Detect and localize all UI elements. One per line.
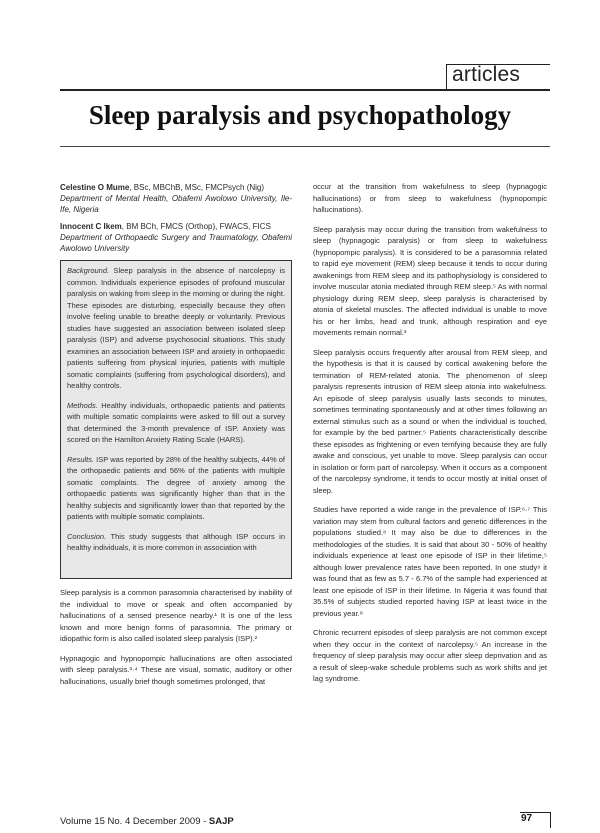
abstract-conclusion-text: This study suggests that although ISP occurs in healthy individuals, it is more common in association with bbox=[67, 531, 285, 552]
header-rule bbox=[60, 89, 550, 91]
author-2-affiliation: Department of Orthopaedic Surgery and Traumatology, Obafemi Awolowo University bbox=[60, 233, 292, 253]
abstract-methods bbox=[67, 400, 285, 446]
body-right-paragraph: Chronic recurrent episodes of sleep paralysis are not common except when they occur in the context of narcolepsy.⁵ An increase in the frequency of sleep paralysis may occur after sleep deprivation and as a result of sleep-wake schedule problems such as work shifts and jet lag syndrome. bbox=[313, 628, 547, 683]
article-title: Sleep paralysis and psychopathology bbox=[88, 100, 512, 130]
abstract-conclusion bbox=[67, 531, 285, 554]
abstract-results-text: ISP was reported by 28% of the healthy subjects, 44% of the orthopaedic patients and 56% of the patients with multiple somatic complaints. The degree of anxiety among the orthopaedic patients was significantly higher than that in the healthy subjects and significantly lower than that reported by the patients with multiple somatic complaints. bbox=[67, 454, 285, 521]
abstract-background-heading: Background. bbox=[67, 266, 110, 275]
left-column bbox=[60, 182, 292, 695]
author-1-affiliation: Department of Mental Health, Obafemi Awolowo University, Ile-Ife, Nigeria bbox=[60, 194, 292, 214]
body-right-paragraph: Studies have reported a wide range in the prevalence of ISP.⁶·⁷ This variation may stem from cultural factors and genetic differences in the populations studied.⁸ It may also be due to differences in the methodologies of the studies. It is said that about 30 - 50% of healthy individuals experience at least one episode of ISP in their lifetime,⁵ although lower prevalence rates have been reported. In one study⁹ it was found that as few as 5.7 - 6.7% of the sample had experienced at least one episode of ISP in their lifetime. In Nigeria it was found that 35.5% of subjects studied reported having ISP at least twice in the previous year.⁸ bbox=[313, 505, 547, 618]
body-right-paragraph: Sleep paralysis occurs frequently after arousal from REM sleep, and the hypothesis is that it is caused by cortical awakening before the termination of REM-related atonia. The phenomenon of sleep paralysis represents intrusion of REM sleep atonia into wakefulness. An episode of sleep paralysis usually lasts seconds to minutes, sometimes terminating spontaneously and at other times following an external stimulus such as a sound or when the individual is touched, for example by the bed partner.⁵ Patients characteristically describe these episodes as frightening or even terrifying because they are fully awake and conscious, yet unable to move. Sleep paralysis can occur in isolation or form part of narcolepsy. When it occurs as a component of the narcolepsy syndrome, it tends to occur mostly at initial onset of sleep. bbox=[313, 347, 547, 495]
abstract-background bbox=[67, 265, 285, 392]
footer-journal: SAJP bbox=[208, 816, 234, 827]
abstract-background-text: Sleep paralysis in the absence of narcolepsy is common. Individuals experience episodes of profound muscular paralysis on waking from sleep in the morning or during the night. These episodes are disturbing, especially because they often involve feeling unable to breathe deeply or voluntarily. Previous studies have suggested an association between isolated sleep paralysis (ISP) and adverse psychosocial situations. This study examines an association between ISP and anxiety in orthopaedic patients suffering from physical injuries, patients with multiple somatic complaints (suffering from psychological disorders), and healthy controls. bbox=[67, 266, 285, 390]
abstract-methods-heading: Methods. bbox=[67, 400, 98, 410]
author-1-credentials: , BSc, MBChB, MSc, FMCPsych (Nig) bbox=[129, 183, 265, 192]
page-number-divider bbox=[550, 812, 551, 828]
footer-citation bbox=[60, 816, 234, 827]
author-1-name: Celestine O Mume bbox=[60, 183, 130, 192]
abstract-methods-text: Healthy individuals, orthopaedic patients and patients with multiple somatic complaints were asked to fill out a survey that determined the 3-month prevalence of ISP. Anxiety was scored on the Hamilton Anxiety Rating Scale (HARS). bbox=[67, 400, 285, 444]
author-2-name: Innocent C Ikem bbox=[60, 222, 122, 231]
abstract-conclusion-heading: Conclusion. bbox=[67, 531, 107, 541]
abstract-results bbox=[67, 454, 285, 523]
body-right-paragraph: occur at the transition from wakefulness to sleep (hypnagogic hallucinations) or from sleep to wakefulness (hypnopompic hallucinations). bbox=[313, 182, 547, 214]
author-2-credentials: , BM BCh, FMCS (Orthop), FWACS, FICS bbox=[121, 222, 271, 231]
body-left-paragraph: Hypnagogic and hypnopompic hallucinations are often associated with sleep paralysis.³·⁴ These are visual, somatic, auditory or other hallucinations, usually brief though sometimes prolonged, that bbox=[60, 653, 292, 686]
author-1 bbox=[60, 182, 292, 193]
author-2 bbox=[60, 221, 292, 232]
abstract-box bbox=[60, 260, 292, 579]
body-left-paragraph: Sleep paralysis is a common parasomnia characterised by inability of the individual to move or speak and often accompanied by hallucinations of a sensed presence nearby.¹ It is one of the less known and more benign forms of parasomnia. The primary or idiopathic form is also called isolated sleep paralysis (ISP).² bbox=[60, 588, 292, 643]
abstract-results-heading: Results. bbox=[67, 454, 95, 464]
body-right-paragraph: Sleep paralysis may occur during the transition from wakefulness to sleep (hypnagogic paralysis) or from sleep to wakefulness (hypnopompic paralysis). It is considered to be a parasomnia related to rapid eye movement (REM) sleep because it tends to occur during awakenings from REM sleep and its pathophysiology is considered to involve muscular atonia mediated through REM sleep.⁵ As with normal physiology during REM sleep, sleep paralysis is characterised by atonia of skeletal muscles. The affected individual is unable to move his or her limbs, head and trunk, although respiration and eye movements remain normal.³ bbox=[313, 224, 547, 337]
footer-volume: Volume 15 No. 4 December 2009 - bbox=[60, 816, 207, 827]
section-label: articles bbox=[452, 63, 521, 86]
page-number: 97 bbox=[521, 813, 533, 824]
right-column bbox=[313, 181, 547, 693]
title-rule bbox=[60, 146, 550, 147]
